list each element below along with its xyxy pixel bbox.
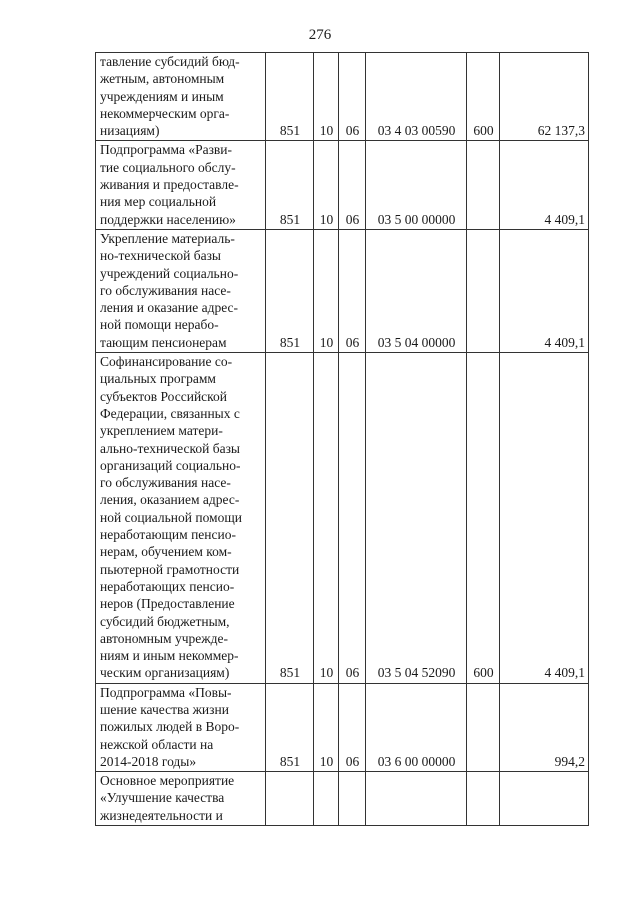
- row-vr: 600: [467, 353, 500, 684]
- row-grbs: 851: [266, 141, 314, 229]
- row-rz: 10: [314, 141, 339, 229]
- row-name: тавление субсидий бюд- жетным, автономным учреждениям и иным некоммерческим орга- низациям): [96, 53, 266, 141]
- row-grbs: [266, 772, 314, 826]
- row-grbs: 851: [266, 683, 314, 771]
- row-vr: [467, 772, 500, 826]
- table-row: [96, 141, 589, 229]
- row-sum: 62 137,3: [500, 53, 589, 141]
- row-csr: 03 5 04 00000: [366, 229, 467, 352]
- row-name: Софинансирование со- циальных программ субъектов Российской Федерации, связанных с укреплением матери- ально-технической базы организаций социально- го обслуживания насе- ления, оказанием адрес- ной социальной помощи неработающим пенсио- нерам, обучением ком- пьютерной грамотности неработающих пенсио- неров (Предоставление субсидий бюджетным, автономным учрежде- ниям и иным некоммер- ческим организациям): [96, 353, 266, 684]
- row-sum: [500, 772, 589, 826]
- table-body: [96, 53, 589, 826]
- row-grbs: 851: [266, 53, 314, 141]
- row-rz: 10: [314, 229, 339, 352]
- row-name: Подпрограмма «Разви- тие социального обслу- живания и предоставле- ния мер социальной поддержки населению»: [96, 141, 266, 229]
- row-csr: [366, 772, 467, 826]
- table-row: [96, 53, 589, 141]
- page-number: 276: [308, 27, 332, 43]
- row-vr: [467, 229, 500, 352]
- row-vr: 600: [467, 53, 500, 141]
- row-csr: 03 5 04 52090: [366, 353, 467, 684]
- row-grbs: 851: [266, 229, 314, 352]
- row-pr: 06: [339, 683, 366, 771]
- row-csr: 03 4 03 00590: [366, 53, 467, 141]
- table-row: [96, 683, 589, 771]
- row-vr: [467, 683, 500, 771]
- row-name: Основное мероприятие «Улучшение качества жизнедеятельности и: [96, 772, 266, 826]
- table-row: [96, 772, 589, 826]
- row-name: Укрепление материаль- но-технической базы учреждений социально- го обслуживания насе- ления и оказание адрес- ной помощи нерабо- тающим пенсионерам: [96, 229, 266, 352]
- table-row: [96, 229, 589, 352]
- row-rz: 10: [314, 683, 339, 771]
- row-pr: 06: [339, 353, 366, 684]
- row-csr: 03 5 00 00000: [366, 141, 467, 229]
- row-pr: 06: [339, 141, 366, 229]
- row-pr: [339, 772, 366, 826]
- row-pr: 06: [339, 53, 366, 141]
- row-sum: 4 409,1: [500, 353, 589, 684]
- row-rz: 10: [314, 53, 339, 141]
- row-sum: 994,2: [500, 683, 589, 771]
- row-csr: 03 6 00 00000: [366, 683, 467, 771]
- row-sum: 4 409,1: [500, 141, 589, 229]
- row-pr: 06: [339, 229, 366, 352]
- row-rz: [314, 772, 339, 826]
- row-vr: [467, 141, 500, 229]
- row-sum: 4 409,1: [500, 229, 589, 352]
- row-rz: 10: [314, 353, 339, 684]
- row-grbs: 851: [266, 353, 314, 684]
- table-row: [96, 353, 589, 684]
- budget-table: [95, 52, 589, 826]
- row-name: Подпрограмма «Повы- шение качества жизни пожилых людей в Воро- нежской области на 2014-2018 годы»: [96, 683, 266, 771]
